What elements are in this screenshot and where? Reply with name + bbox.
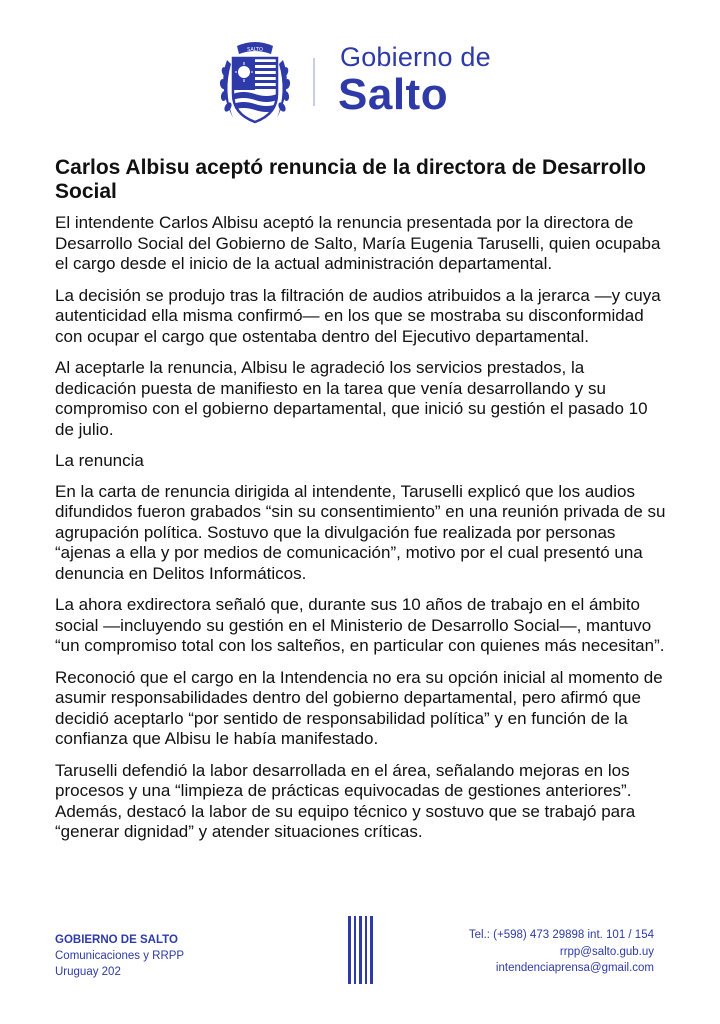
article-paragraph: Taruselli defendió la labor desarrollada en el área, señalando mejoras en los procesos y una “limpieza de prácticas equivocadas de gestiones anteriores”. Además, destacó la labor de su equipo técnico y sostuvo que se trabajó para “generar dignidad” y atender situaciones críticas. xyxy=(55,760,636,841)
footer-stripes-icon xyxy=(348,916,374,984)
brand-line-1: Gobierno de xyxy=(340,42,491,72)
logo-divider xyxy=(313,58,315,106)
brand-line-2: Salto xyxy=(338,70,449,119)
footer-contact-block xyxy=(469,927,654,977)
footer-email-link[interactable]: intendenciaprensa@gmail.com xyxy=(495,962,654,974)
footer-address: Uruguay 202 xyxy=(55,966,121,978)
article-paragraph: El intendente Carlos Albisu aceptó la renuncia presentada por la directora de Desarrollo Social del Gobierno de Salto, María Eugenia Taruselli, quien ocupaba el cargo desde el inicio de la actual administración departamental. xyxy=(55,213,661,273)
footer-address-block xyxy=(55,932,184,980)
footer-org: GOBIERNO DE SALTO xyxy=(55,934,178,946)
article-paragraph: La ahora exdirectora señaló que, durante sus 10 años de trabajo en el ámbito social —incluyendo su gestión en el Ministerio de Desarrollo Social—, mantuvo “un compromiso total con los salteños, en particular con quienes más necesitan”. xyxy=(55,595,665,655)
article xyxy=(55,156,667,854)
salto-coat-of-arms-icon xyxy=(213,36,297,128)
footer-email-link[interactable]: rrpp@salto.gub.uy xyxy=(559,945,654,958)
article-paragraph: Reconoció que el cargo en la Intendencia no era su opción inicial al momento de asumir responsabilidades dentro del gobierno departamental, pero afirmó que decidió aceptarlo “por sentido de responsabilidad política” y en función de la confianza que Albisu le había manifestado. xyxy=(55,667,663,748)
seal-text: SALTO xyxy=(247,47,263,53)
article-paragraph: Al aceptarle la renuncia, Albisu le agradeció los servicios prestados, la dedicación puesta de manifiesto en la tarea que venía desarrollando y su compromiso con el gobierno departamental, que inició su gestión el pasado 10 de julio. xyxy=(55,358,648,439)
footer-dept: Comunicaciones y RRPP xyxy=(55,950,185,962)
article-subheading: La renuncia xyxy=(55,451,144,470)
article-headline: Carlos Albisu aceptó renuncia de la directora de Desarrollo Social xyxy=(55,156,646,203)
article-paragraph: En la carta de renuncia dirigida al intendente, Taruselli explicó que los audios difundidos fueron grabados “sin su consentimiento” en una reunión privada de su agrupación política. Sostuvo que la divulgación fue realizada por personas “ajenas a ella y por medios de comunicación”, motivo por el cual presentó una denuncia en Delitos Informáticos. xyxy=(55,481,666,583)
article-paragraph: La decisión se produjo tras la filtración de audios atribuidos a la jerarca —y cuya autenticidad ella misma confirmó— en los que se mostraba su disconformidad con ocupar el cargo que ostentaba dentro del Ejecutivo departamental. xyxy=(55,285,661,346)
footer-phone: Tel.: (+598) 473 29898 int. 101 / 154 xyxy=(468,929,654,941)
letterhead xyxy=(0,28,720,128)
